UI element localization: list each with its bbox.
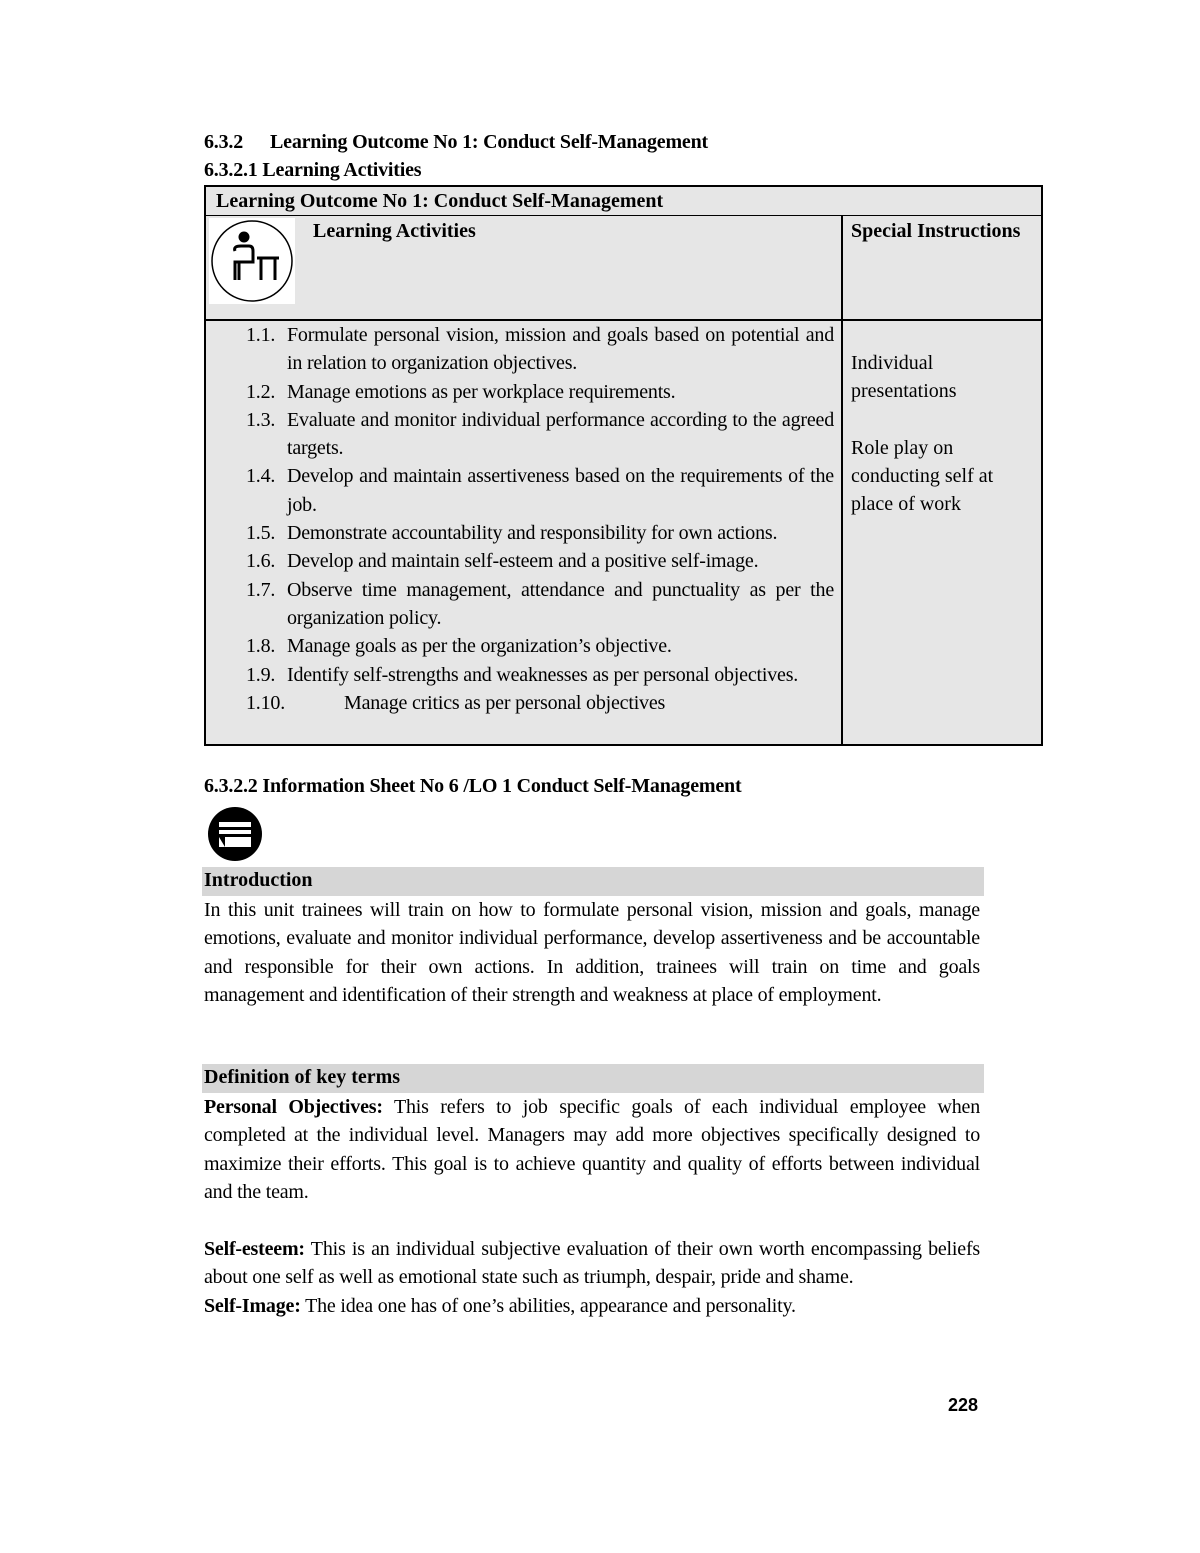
learning-outcome-table (204, 185, 1043, 746)
list-item: 1.6. Develop and maintain self-esteem and a positive self-image. (246, 550, 759, 573)
list-item: 1.7. Observe time management, attendance and punctuality as per the organization policy. (246, 578, 834, 629)
subsection-heading-learning-activities: 6.3.2.1 Learning Activities (204, 159, 422, 181)
introduction-band (202, 867, 984, 896)
definitions-title: Definition of key terms (204, 1066, 401, 1088)
column-divider (841, 216, 843, 744)
list-item: 1.4. Develop and maintain assertiveness based on the requirements of the job. (246, 465, 834, 516)
section-number: 6.3.2 (204, 131, 244, 153)
introduction-title: Introduction (204, 869, 313, 891)
section-heading-learning-outcome (204, 131, 708, 154)
activities-list (246, 321, 834, 717)
person-at-desk-icon (209, 218, 295, 304)
list-item: 1.2. Manage emotions as per workplace requirements. (246, 380, 676, 403)
definition-self-esteem: Self-esteem: This is an individual subjective evaluation of their own worth encompassing beliefs about one self as well as emotional state such as triumph, despair, pride and shame. (204, 1238, 980, 1289)
introduction-paragraph: In this unit trainees will train on how to formulate personal vision, mission and goals, manage emotions, evaluate and monitor individual performance, develop assertiveness and be accountable and responsible for their own actions. In addition, trainees will train on time and goals management and identification of their strength and weakness at place of employment. (204, 899, 980, 1006)
special-instructions-header: Special Instructions (851, 220, 1021, 242)
list-item: 1.9. Identify self-strengths and weaknesses as per personal objectives. (246, 663, 799, 686)
list-item: 1.8. Manage goals as per the organization’s objective. (246, 635, 672, 658)
list-item: 1.10. Manage critics as per personal objectives (246, 691, 666, 714)
section-title: Learning Outcome No 1: Conduct Self-Management (270, 131, 708, 153)
special-instructions-cell: Individual presentations Role play on conducting self at place of work (851, 352, 994, 516)
list-item: 1.1. Formulate personal vision, mission and goals based on potential and in relation to organization objectives. (246, 324, 834, 375)
information-sheet-heading: 6.3.2.2 Information Sheet No 6 /LO 1 Conduct Self-Management (204, 775, 742, 797)
information-sheet-icon (205, 806, 265, 862)
table-title: Learning Outcome No 1: Conduct Self-Management (206, 187, 1041, 216)
list-item: 1.5. Demonstrate accountability and responsibility for own actions. (246, 522, 778, 545)
learning-activities-header: Learning Activities (313, 220, 476, 242)
list-item: 1.3. Evaluate and monitor individual performance according to the agreed targets. (246, 408, 834, 460)
definition-self-image: Self-Image: The idea one has of one’s abilities, appearance and personality. (204, 1295, 796, 1317)
definition-personal-objectives: Personal Objectives: This refers to job specific goals of each individual employee when completed at the individual level. Managers may add more objectives specifically designed to maximize their efforts. This goal is to achieve quantity and quality of efforts between individual and the team. (204, 1096, 980, 1203)
page-number: 228 (948, 1395, 979, 1415)
definitions-band (202, 1064, 984, 1093)
